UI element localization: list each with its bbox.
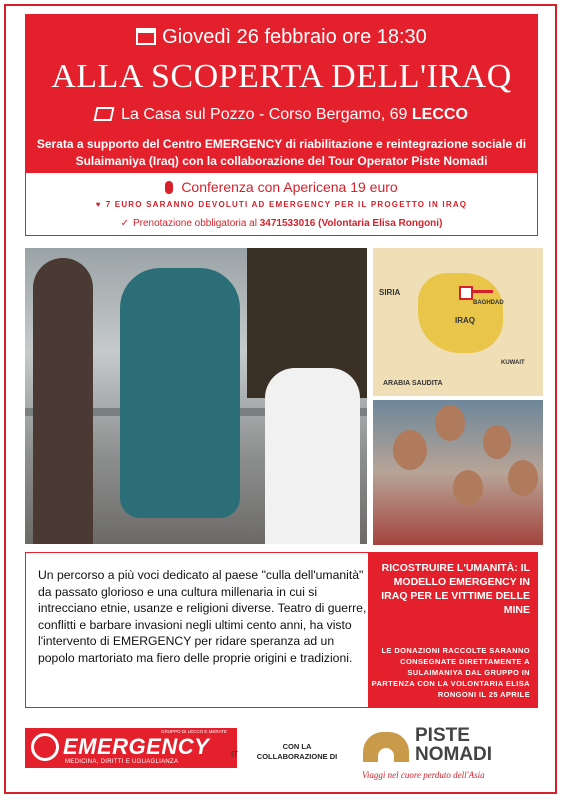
children-photo	[373, 400, 543, 545]
description-section	[25, 552, 538, 708]
footer	[25, 710, 538, 788]
emergency-it: IT	[231, 750, 239, 759]
calendar-icon	[136, 28, 156, 45]
collaboration-label: CON LA COLLABORAZIONE DI	[256, 742, 338, 761]
piste-nomadi-tagline: Viaggi nel cuore perduto dell'Asia	[362, 770, 485, 780]
event-venue: La Casa sul Pozzo - Corso Bergamo, 69 LECCO	[25, 106, 538, 124]
rehabilitation-photo	[25, 248, 367, 544]
booking-line: ✓ Prenotazione obbligatoria al 3471533016 (Volontaria Elisa Rongoni)	[120, 218, 443, 229]
booking-phone[interactable]: 3471533016	[259, 218, 316, 229]
header-banner	[25, 14, 538, 172]
event-support-text: Serata a supporto del Centro EMERGENCY di riabilitazione e reintegrazione sociale di Sulaimaniya (Iraq) con la collaborazione del Tour Operator Piste Nomadi	[36, 137, 527, 168]
map-pin-icon	[94, 107, 115, 121]
microphone-icon	[165, 181, 173, 194]
iraq-map-image: SIRIA IRAQ BAGHDAD ARABIA SAUDITA KUWAIT	[373, 248, 543, 396]
event-date: Giovedì 26 febbraio ore 18:30	[25, 26, 538, 49]
side-text: LE DONAZIONI RACCOLTE SARANNO CONSEGNATE DIRETTAMENTE A SULAIMANIYA DAL GRUPPO IN PARTENZA CON LA VOLONTARIA ELISA RONGONI IL 25 APRILE	[371, 646, 530, 699]
heart-hands-icon: ♥	[95, 200, 102, 209]
piste-nomadi-logo: PISTE NOMADI	[415, 725, 493, 765]
emergency-circle-icon	[31, 733, 59, 761]
emergency-logo: EMERGENCY MEDICINA, DIRITTI E UGUAGLIANZA GRUPPO DI LECCO E MERATE	[25, 728, 237, 768]
conference-line: Conferenza con Apericena 19 euro	[26, 179, 537, 195]
donation-line: ♥ 7 EURO SARANNO DEVOLUTI AD EMERGENCY PER IL PROGETTO IN IRAQ	[95, 200, 468, 209]
yurt-icon	[363, 732, 409, 762]
event-title: ALLA SCOPERTA DELL'IRAQ	[51, 58, 512, 95]
check-heart-icon: ✓	[120, 218, 129, 229]
side-red-box	[368, 553, 538, 708]
description-text: Un percorso a più voci dedicato al paese "culla dell'umanità" da passato glorioso e una cultura millenaria in cui si intrecciano etnie, usanze e religioni diverse. Teatro di guerre, conflitti e barbare invasioni negli ultimi cento anni, ha visto l'intervento di EMERGENCY per ridare speranza ad un popolo martoriato ma fiero delle proprie origini e tradizioni.	[38, 568, 367, 665]
location-marker-icon	[459, 286, 473, 300]
info-box	[25, 172, 538, 236]
side-headline: RICOSTRUIRE L'UMANITÀ: IL MODELLO EMERGENCY IN IRAQ PER LE VITTIME DELLE MINE	[381, 562, 530, 616]
